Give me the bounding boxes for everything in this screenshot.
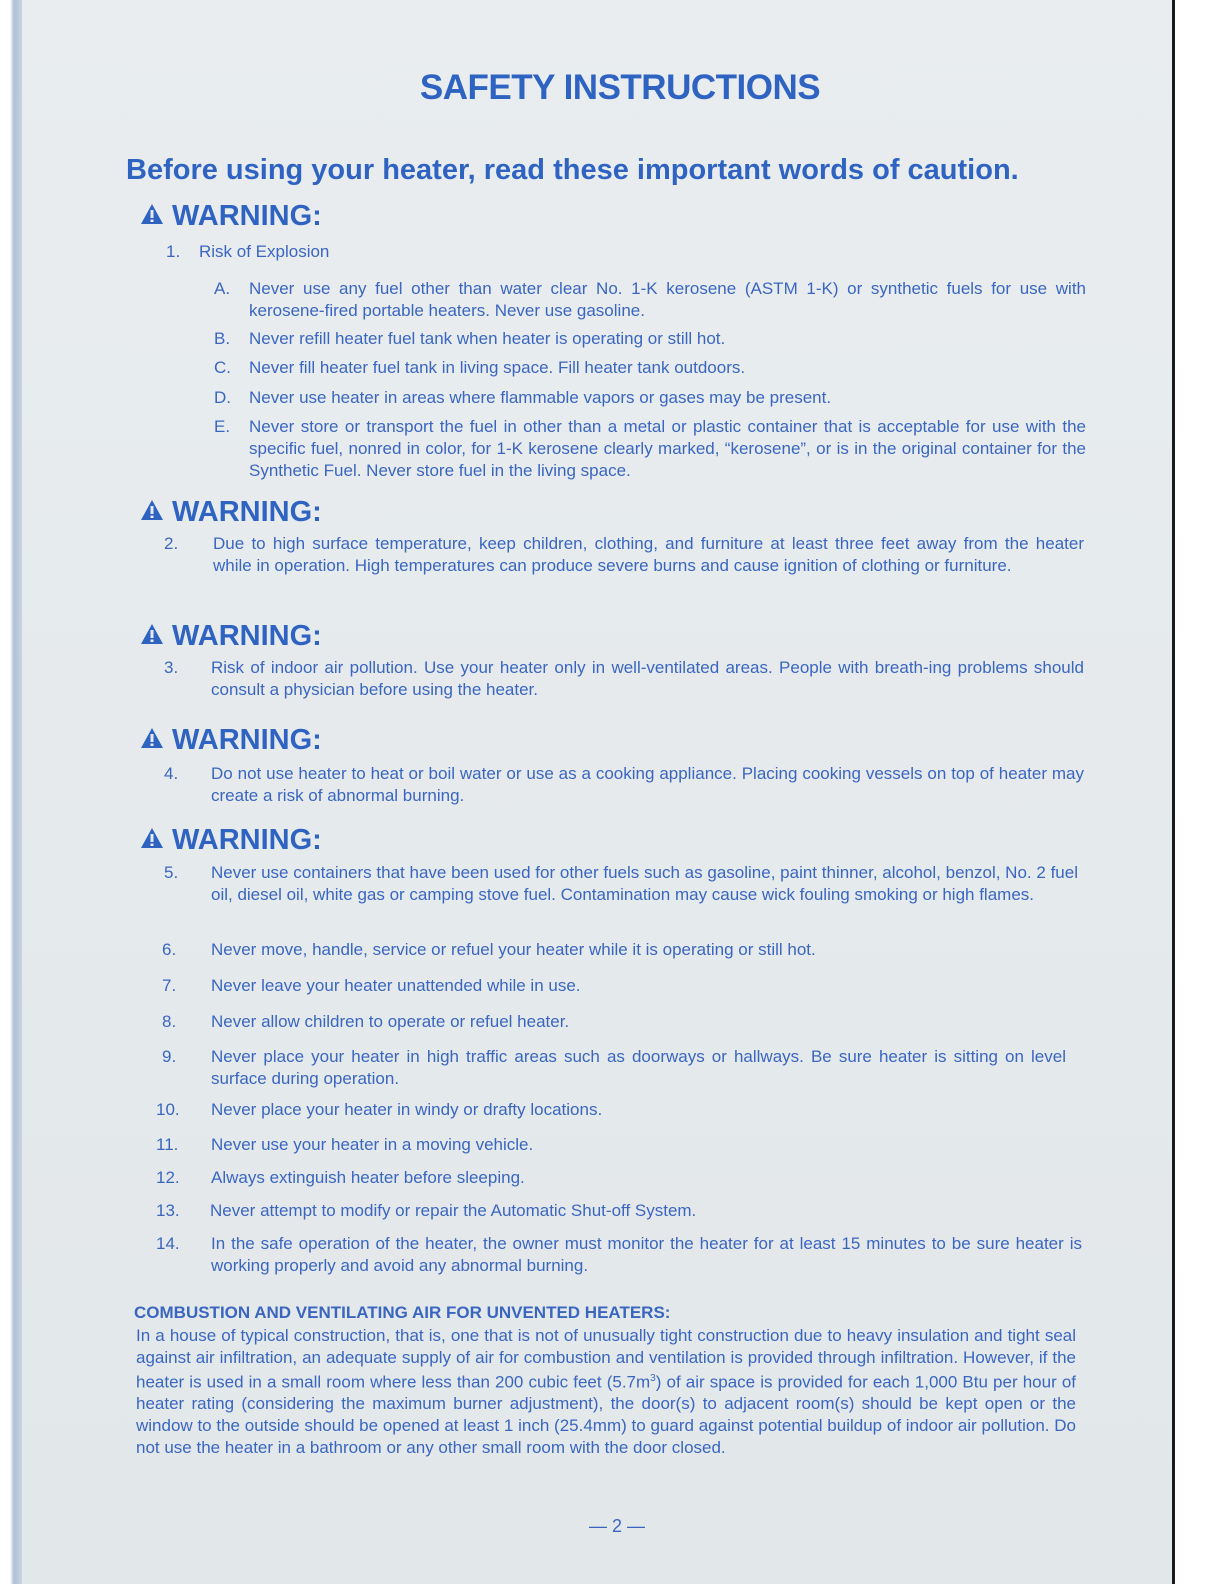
warning-heading-2 [140,496,322,529]
item-text: Never use your heater in a moving vehicle. [211,1135,534,1154]
list-item-9 [162,1046,1066,1092]
warning-label: WARNING: [172,724,322,756]
item-number: 8. [162,1012,177,1031]
page-binding-edge [0,0,22,1584]
item-text: Always extinguish heater before sleeping. [211,1168,525,1187]
item-letter: D. [214,388,231,407]
list-item-7 [162,975,1078,999]
item-text: Never move, handle, service or refuel your heater while it is operating or still hot. [211,940,816,959]
list-item-1 [166,241,566,265]
warning-heading-3 [140,620,322,653]
warning-label: WARNING: [172,496,322,528]
list-item-2 [164,533,1084,601]
combustion-text-part-2: ) of air space is provided for each 1,000 Btu per hour of heater rating (considering the maximum burner adjustment), the door(s) to adjacent room(s) should be kept open or the window to the outside should be opened at least 1 inch (25.4mm) to guard against potential buildup of indoor air pollution. Do not use the heater in a bathroom or any other small room with the door closed. [136,1372,1077,1457]
list-item-3 [164,657,1084,703]
item-number: 2. [164,534,179,553]
item-text: Never store or transport the fuel in other than a metal or plastic container that is acceptable for use with the specific fuel, nonred in color, for 1-K kerosene clearly marked, “kerosene”, or is in the original container for the Synthetic Fuel. Never store fuel in the living space. [249,417,1086,480]
list-item-14 [156,1233,1082,1279]
warning-label: WARNING: [172,200,322,232]
item-number: 13. [156,1201,180,1220]
warning-triangle-icon [140,724,164,757]
item-text: Never attempt to modify or repair the Automatic Shut-off System. [210,1201,697,1220]
item-letter: C. [214,358,231,377]
list-item-10 [156,1099,1078,1123]
item-number: 6. [162,940,177,959]
item-text: Never allow children to operate or refuel heater. [211,1012,570,1031]
item-letter: E. [214,417,231,436]
warning-triangle-icon [140,496,164,529]
list-item-13 [156,1200,1078,1224]
warning-triangle-icon [140,620,164,653]
sub-item-b [214,328,1086,352]
combustion-paragraph [136,1325,1076,1458]
list-item-11 [156,1134,1078,1158]
item-letter: B. [214,329,231,348]
item-text: Never fill heater fuel tank in living space. Fill heater tank outdoors. [249,358,746,377]
item-text: Risk of Explosion [199,242,330,261]
warning-label: WARNING: [172,824,322,856]
item-number: 14. [156,1234,180,1253]
list-item-5 [164,862,1078,930]
item-number: 12. [156,1168,180,1187]
page-subtitle: Before using your heater, read these important words of caution. [126,154,1019,186]
warning-heading-1 [140,200,322,233]
warning-heading-5 [140,824,322,857]
warning-heading-4 [140,724,322,757]
list-item-4 [164,763,1084,809]
item-text: Never use containers that have been used for other fuels such as gasoline, paint thinner, alcohol, benzol, No. 2 fuel oil, diesel oil, white gas or camping stove fuel. Contamination may cause wick fouling smoking or high flames. [211,863,1078,904]
item-number: 1. [166,242,181,261]
item-text: Never use any fuel other than water clear No. 1-K kerosene (ASTM 1-K) or synthetic fuels for use with kerosene-fired portable heaters. Never use gasoline. [249,279,1086,320]
sub-item-d [214,387,1086,411]
page-number: — 2 — [588,1516,645,1536]
warning-triangle-icon [140,824,164,857]
item-text: Never place your heater in high traffic areas such as doorways or hallways. Be sure heater is sitting on level surface during operation. [211,1047,1066,1088]
warning-triangle-icon [140,200,164,233]
sub-item-e [214,416,1086,486]
list-item-8 [162,1011,1078,1035]
item-number: 11. [156,1135,179,1154]
superscript-3: 3 [650,1373,656,1385]
warning-label: WARNING: [172,620,322,652]
item-text: Risk of indoor air pollution. Use your heater only in well-ventilated areas. People with breath-ing problems should consult a physician before using the heater. [211,658,1084,699]
item-text: Never use heater in areas where flammable vapors or gases may be present. [249,388,832,407]
page-title: SAFETY INSTRUCTIONS [419,68,821,107]
item-text: Due to high surface temperature, keep children, clothing, and furniture at least three feet away from the heater while in operation. High temperatures can produce severe burns and cause ignition of clothing or furniture. [213,534,1084,575]
item-text: Do not use heater to heat or boil water or use as a cooking appliance. Placing cooking vessels on top of heater may create a risk of abnormal burning. [211,764,1084,805]
list-item-6 [162,939,1078,963]
item-text: Never refill heater fuel tank when heater is operating or still hot. [249,329,726,348]
list-item-12 [156,1167,1078,1191]
item-number: 9. [162,1047,177,1066]
item-text: In the safe operation of the heater, the owner must monitor the heater for at least 15 minutes to be sure heater is working properly and avoid any abnormal burning. [211,1234,1082,1275]
scan-margin [1172,0,1224,1584]
item-text: Never leave your heater unattended while in use. [211,976,581,995]
combustion-text-part-1: In a house of typical construction, that is, one that is not of unusually tight construction due to heavy insulation and tight seal against air infiltration, an adequate supply of air for combustion and ventilation is provided through infiltration. However, if the heater is used in a small room where less than 200 cubic feet (5.7m [136,1326,1076,1392]
item-text: Never place your heater in windy or drafty locations. [211,1100,603,1119]
sub-item-c [214,357,1086,381]
item-number: 4. [164,764,179,783]
item-letter: A. [214,279,231,298]
item-number: 3. [164,658,179,677]
item-number: 10. [156,1100,180,1119]
sub-item-a [214,278,1086,324]
item-number: 5. [164,863,179,882]
item-number: 7. [162,976,177,995]
combustion-heading: COMBUSTION AND VENTILATING AIR FOR UNVENTED HEATERS: [134,1303,671,1322]
